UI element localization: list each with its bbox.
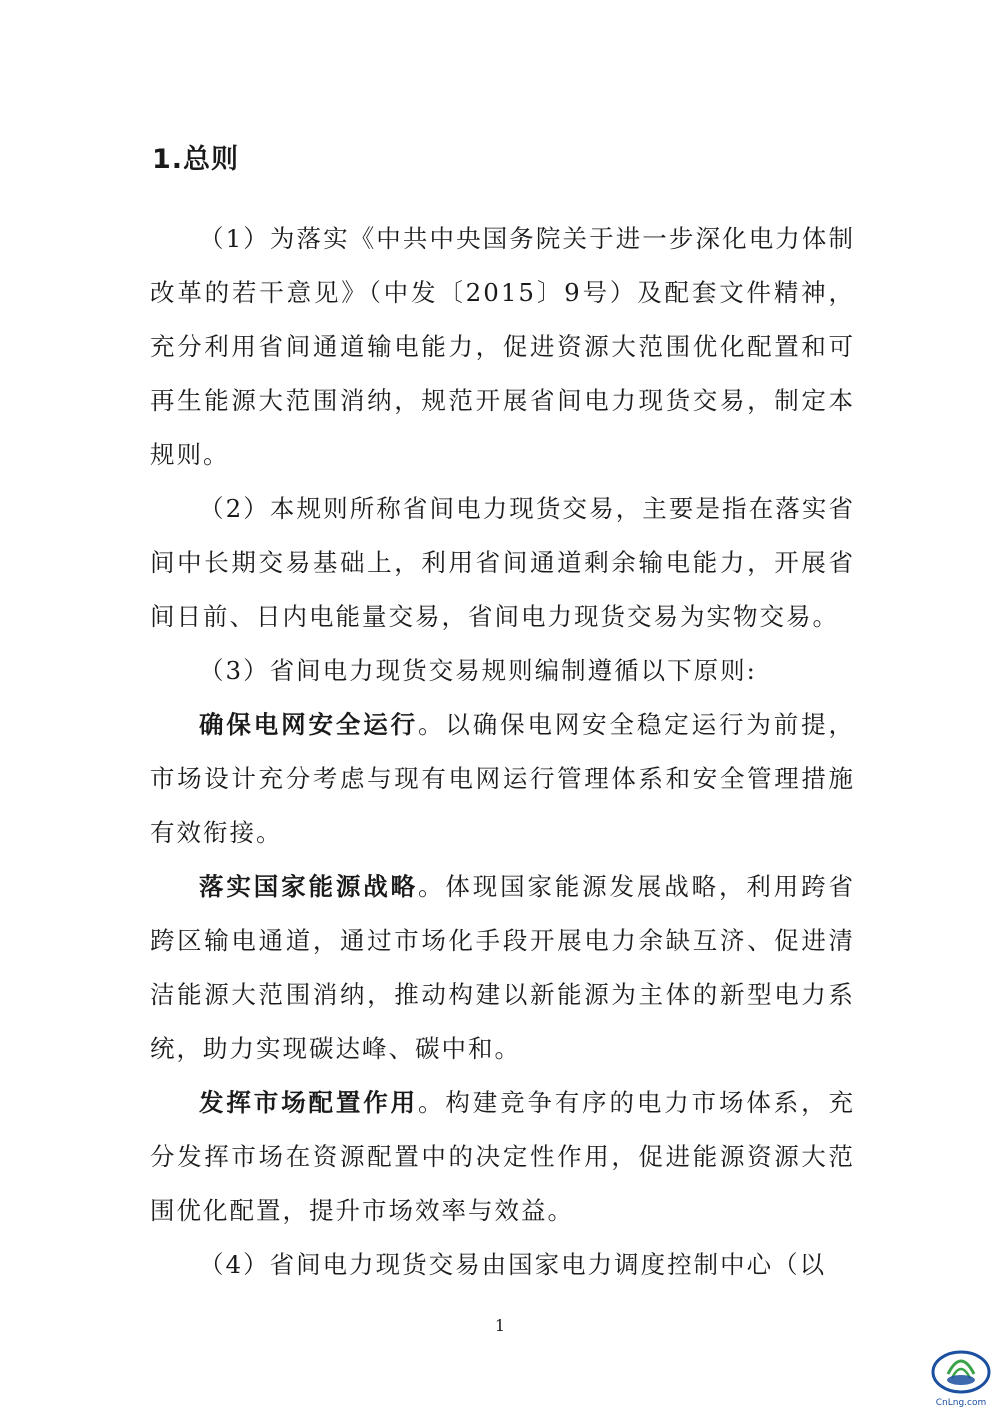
page-number: 1 xyxy=(494,1316,506,1335)
paragraph-3: （3）省间电力现货交易规则编制遵循以下原则: xyxy=(199,656,757,685)
paragraph-principle-market: 发挥市场配置作用。构建竞争有序的电力市场体系，充分发挥市场在资源配置中的决定性作用，促进能源资源大范围优化配置，提升市场效率与效益。 xyxy=(150,1088,856,1225)
paragraph-4: （4）省间电力现货交易由国家电力调度控制中心（以 xyxy=(199,1250,827,1279)
paragraph-1: （1）为落实《中共中央国务院关于进一步深化电力体制改革的若干意见》（中发〔2015〕9号）及配套文件精神，充分利用省间通道输电能力，促进资源大范围优化配置和可再生能源大范围消纳，规范开展省间电力现货交易，制定本规则。 xyxy=(150,224,855,469)
paragraph-principle-strategy: 落实国家能源战略。体现国家能源发展战略，利用跨省跨区输电通道，通过市场化手段开展电力余缺互济、促进清洁能源大范围消纳，推动构建以新能源为主体的新型电力系统，助力实现碳达峰、碳中和。 xyxy=(150,872,856,1063)
section-heading: 1.总则 xyxy=(152,144,240,175)
body-text xyxy=(150,212,855,1292)
paragraph-2: （2）本规则所称省间电力现货交易，主要是指在落实省间中长期交易基础上，利用省间通道剩余输电能力，开展省间日前、日内电能量交易，省间电力现货交易为实物交易。 xyxy=(150,494,855,631)
principle-title: 发挥市场配置作用 xyxy=(199,1088,418,1117)
principle-title: 落实国家能源战略 xyxy=(199,872,418,901)
logo-icon xyxy=(926,1340,996,1398)
watermark-text: CnLng.com xyxy=(935,1398,987,1408)
principle-title: 确保电网安全运行 xyxy=(199,710,418,739)
paragraph-principle-safety: 确保电网安全运行。以确保电网安全稳定运行为前提，市场设计充分考虑与现有电网运行管理体系和安全管理措施有效衔接。 xyxy=(150,710,856,847)
watermark-logo xyxy=(926,1340,996,1410)
